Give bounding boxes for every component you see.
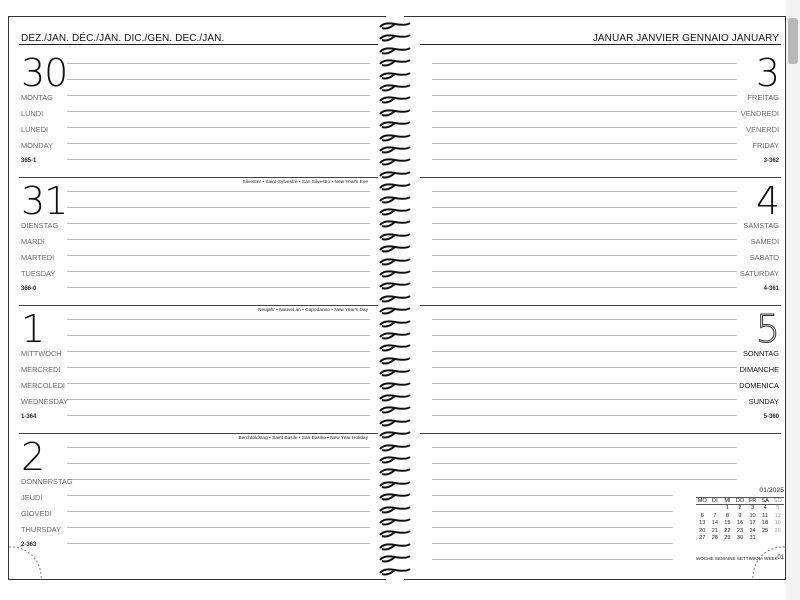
mini-calendar-day: 27 bbox=[699, 534, 706, 541]
writing-line bbox=[67, 143, 370, 144]
writing-line bbox=[432, 159, 737, 160]
writing-line bbox=[432, 223, 737, 224]
spiral-coil bbox=[378, 34, 412, 42]
writing-line bbox=[432, 367, 737, 368]
writing-line bbox=[432, 511, 673, 512]
mini-calendar-day: 9 bbox=[738, 512, 742, 519]
left-header-rule bbox=[19, 44, 378, 45]
day-separator bbox=[19, 177, 378, 178]
day-name: MARTEDI bbox=[21, 253, 55, 262]
spiral-coil bbox=[378, 444, 412, 452]
left-corner-perforation bbox=[9, 539, 49, 579]
left-page-header: DEZ./JAN. DÉC./JAN. DIC./GEN. DEC./JAN. bbox=[21, 33, 225, 44]
writing-line bbox=[432, 447, 737, 448]
day-number: 31 bbox=[21, 179, 68, 223]
mini-calendar-day: 6 bbox=[700, 512, 704, 519]
mini-calendar-day: 17 bbox=[749, 520, 756, 527]
writing-line bbox=[67, 271, 370, 272]
writing-line bbox=[432, 543, 673, 544]
writing-line bbox=[67, 159, 370, 160]
mini-calendar-day: 21 bbox=[711, 527, 718, 534]
week-label-text: WOCHE SEMAINE SETTIMANA WEEK bbox=[696, 556, 778, 561]
day-name: TUESDAY bbox=[21, 269, 56, 278]
day-number: 5 bbox=[755, 307, 779, 351]
spiral-coil bbox=[378, 332, 412, 340]
writing-line bbox=[67, 95, 370, 96]
writing-line bbox=[432, 79, 737, 80]
day-name: DONNERSTAG bbox=[21, 477, 73, 486]
writing-line bbox=[432, 127, 737, 128]
day-name: FREITAG bbox=[747, 93, 779, 102]
day-name: DIENSTAG bbox=[21, 221, 59, 230]
day-count: 365-1 bbox=[21, 158, 37, 164]
spiral-binding bbox=[374, 22, 418, 582]
day-name: VENDREDI bbox=[740, 109, 779, 118]
mini-calendar-day: 10 bbox=[749, 512, 756, 519]
day-number: 3 bbox=[755, 51, 779, 95]
mini-calendar-weekday: MI bbox=[721, 498, 734, 505]
right-page-header: JANUAR JANVIER GENNAIO JANUARY bbox=[592, 33, 779, 44]
day-count: 2-363 bbox=[21, 542, 37, 548]
writing-line bbox=[67, 287, 370, 288]
day-number: 4 bbox=[755, 179, 779, 223]
day-block bbox=[404, 49, 785, 177]
writing-line bbox=[432, 383, 737, 384]
writing-line bbox=[432, 399, 737, 400]
spiral-coil bbox=[378, 456, 412, 464]
writing-line bbox=[67, 383, 370, 384]
writing-line bbox=[432, 287, 737, 288]
day-name: LUNDI bbox=[21, 109, 44, 118]
writing-line bbox=[432, 95, 737, 96]
day-name: SUNDAY bbox=[748, 397, 779, 406]
mini-calendar-day: 1 bbox=[725, 505, 729, 512]
mini-calendar-day: 23 bbox=[736, 527, 744, 534]
mini-calendar-day: 8 bbox=[725, 512, 729, 519]
writing-line bbox=[432, 255, 737, 256]
spiral-coil bbox=[378, 518, 412, 526]
spiral-coil bbox=[378, 158, 412, 166]
writing-line bbox=[67, 367, 370, 368]
spiral-coil bbox=[378, 270, 412, 278]
day-count: 4-361 bbox=[763, 286, 779, 292]
spiral-coil bbox=[378, 72, 412, 80]
mini-calendar-weekday: FR bbox=[746, 498, 759, 505]
writing-line bbox=[432, 191, 737, 192]
spiral-coil bbox=[378, 568, 412, 576]
day-name: WEDNESDAY bbox=[21, 397, 69, 406]
writing-line bbox=[67, 223, 370, 224]
writing-line bbox=[432, 463, 737, 464]
mini-calendar-day: 14 bbox=[711, 520, 718, 527]
writing-line bbox=[67, 527, 370, 528]
spiral-coil bbox=[378, 134, 412, 142]
spiral-coil bbox=[378, 431, 412, 439]
mini-calendar-day: 18 bbox=[762, 520, 769, 527]
day-name: DOMENICA bbox=[739, 381, 779, 390]
day-block bbox=[9, 433, 386, 561]
day-number: 30 bbox=[21, 51, 68, 95]
writing-line bbox=[67, 79, 370, 80]
spiral-coil bbox=[378, 506, 412, 514]
day-count: 366-0 bbox=[21, 286, 37, 292]
right-page bbox=[404, 16, 786, 580]
writing-line bbox=[67, 399, 370, 400]
writing-line bbox=[432, 143, 737, 144]
spiral-coil bbox=[378, 96, 412, 104]
spiral-coil bbox=[378, 394, 412, 402]
right-corner-perforation bbox=[745, 539, 785, 579]
writing-line bbox=[432, 207, 737, 208]
day-number: 2 bbox=[21, 435, 45, 479]
spiral-coil bbox=[378, 481, 412, 489]
day-block bbox=[404, 305, 785, 433]
mini-calendar-weekday: SO bbox=[771, 498, 784, 505]
spiral-coil bbox=[378, 282, 412, 290]
writing-line bbox=[432, 351, 737, 352]
mini-calendar-day: 28 bbox=[711, 534, 718, 541]
day-separator bbox=[19, 433, 378, 434]
day-separator bbox=[19, 305, 378, 306]
spiral-coil bbox=[378, 47, 412, 55]
day-count: 3-362 bbox=[763, 158, 779, 164]
spiral-coil bbox=[378, 84, 412, 92]
mini-calendar-day: 19 bbox=[774, 520, 781, 527]
mini-calendar-day: 26 bbox=[774, 527, 781, 534]
writing-line bbox=[432, 527, 673, 528]
mini-calendar-day: 30 bbox=[736, 534, 744, 541]
day-name: SONNTAG bbox=[743, 349, 779, 358]
writing-line bbox=[67, 479, 370, 480]
writing-line bbox=[67, 207, 370, 208]
mini-calendar bbox=[696, 487, 784, 542]
mini-calendar-weekday: DI bbox=[709, 498, 722, 505]
writing-line bbox=[67, 111, 370, 112]
holiday-label: Silvester • Saint-Sylvestre • San Silvestro • New Year's Eve bbox=[242, 180, 368, 185]
spiral-coil bbox=[378, 59, 412, 67]
spiral-coil bbox=[378, 382, 412, 390]
mini-calendar-grid bbox=[696, 497, 784, 542]
spiral-coil bbox=[378, 369, 412, 377]
spiral-coil bbox=[378, 344, 412, 352]
writing-line bbox=[432, 479, 737, 480]
mini-calendar-day bbox=[696, 505, 709, 512]
day-name: MITTWOCH bbox=[21, 349, 62, 358]
day-name: FRIDAY bbox=[752, 141, 779, 150]
writing-line bbox=[67, 543, 370, 544]
week-number: 01 bbox=[777, 555, 784, 561]
mini-calendar-day: 22 bbox=[724, 527, 731, 534]
writing-line bbox=[67, 63, 370, 64]
mini-calendar-weekday: SA bbox=[759, 498, 772, 505]
spiral-coil bbox=[378, 357, 412, 365]
writing-line bbox=[432, 319, 737, 320]
writing-line bbox=[432, 63, 737, 64]
mini-calendar-day: 12 bbox=[774, 512, 781, 519]
day-block bbox=[9, 177, 386, 305]
day-name: SAMEDI bbox=[750, 237, 779, 246]
day-name: MERCOLEDI bbox=[21, 381, 65, 390]
left-page bbox=[8, 16, 386, 580]
writing-line bbox=[67, 239, 370, 240]
mini-calendar-day: 29 bbox=[724, 534, 731, 541]
mini-calendar-day: 20 bbox=[699, 527, 706, 534]
spiral-coil bbox=[378, 245, 412, 253]
right-header-rule bbox=[420, 44, 781, 45]
day-name: THURSDAY bbox=[21, 525, 62, 534]
writing-line bbox=[67, 495, 370, 496]
writing-line bbox=[67, 447, 370, 448]
mini-calendar-day: 7 bbox=[713, 512, 717, 519]
day-name: SAMSTAG bbox=[743, 221, 779, 230]
writing-line bbox=[67, 319, 370, 320]
writing-line bbox=[67, 335, 370, 336]
day-separator bbox=[420, 433, 781, 434]
spiral-coil bbox=[378, 196, 412, 204]
writing-line bbox=[67, 511, 370, 512]
mini-calendar-day bbox=[709, 505, 722, 512]
spiral-coil bbox=[378, 320, 412, 328]
spiral-coil bbox=[378, 555, 412, 563]
spiral-coil bbox=[378, 233, 412, 241]
day-name: MERCREDI bbox=[21, 365, 61, 374]
mini-calendar-day: 2 bbox=[738, 505, 742, 512]
day-name: MARDI bbox=[21, 237, 45, 246]
holiday-label: Berchtoldstag • Saint Basile • San Basilio • New Year Holiday bbox=[238, 436, 368, 441]
spiral-coil bbox=[378, 258, 412, 266]
day-name: MONTAG bbox=[21, 93, 53, 102]
day-count: 5-360 bbox=[763, 414, 779, 420]
writing-line bbox=[432, 239, 737, 240]
spiral-coil bbox=[378, 22, 412, 30]
spiral-coil bbox=[378, 493, 412, 501]
spiral-coil bbox=[378, 183, 412, 191]
day-name: VENERDI bbox=[746, 125, 779, 134]
spiral-coil bbox=[378, 109, 412, 117]
mini-calendar-day: 5 bbox=[776, 505, 780, 512]
mini-calendar-weekday: DO bbox=[734, 498, 747, 505]
writing-line bbox=[67, 415, 370, 416]
writing-line bbox=[432, 335, 737, 336]
day-name: GIOVEDI bbox=[21, 509, 52, 518]
spiral-coil bbox=[378, 543, 412, 551]
mini-calendar-day: 24 bbox=[749, 527, 756, 534]
spiral-coil bbox=[378, 295, 412, 303]
scrollbar-thumb[interactable] bbox=[788, 18, 798, 64]
mini-calendar-title: 01/2025 bbox=[759, 487, 784, 494]
writing-line bbox=[67, 255, 370, 256]
spiral-coil bbox=[378, 171, 412, 179]
spiral-coil bbox=[378, 208, 412, 216]
mini-calendar-day: 3 bbox=[751, 505, 755, 512]
day-block bbox=[9, 305, 386, 433]
writing-line bbox=[432, 495, 673, 496]
spiral-coil bbox=[378, 220, 412, 228]
mini-calendar-day: 31 bbox=[749, 534, 756, 541]
day-number: 1 bbox=[21, 307, 45, 351]
mini-calendar-day: 11 bbox=[762, 512, 769, 519]
spiral-coil bbox=[378, 146, 412, 154]
mini-calendar-day: 15 bbox=[724, 520, 731, 527]
writing-line bbox=[67, 191, 370, 192]
spiral-coil bbox=[378, 419, 412, 427]
mini-calendar-day: 25 bbox=[762, 527, 769, 534]
day-name: MONDAY bbox=[21, 141, 53, 150]
day-block bbox=[404, 177, 785, 305]
writing-line bbox=[432, 415, 737, 416]
writing-line bbox=[432, 271, 737, 272]
writing-line bbox=[67, 351, 370, 352]
spiral-coil bbox=[378, 406, 412, 414]
spiral-coil bbox=[378, 307, 412, 315]
spiral-coil bbox=[378, 468, 412, 476]
day-separator bbox=[420, 305, 781, 306]
writing-line bbox=[432, 559, 673, 560]
day-name: LUNEDI bbox=[21, 125, 49, 134]
holiday-label: Neujahr • Nouvel an • Capodanno • New Year's Day bbox=[258, 308, 368, 313]
mini-calendar-day: 13 bbox=[699, 520, 706, 527]
writing-line bbox=[432, 111, 737, 112]
writing-line bbox=[67, 463, 370, 464]
scrollbar[interactable] bbox=[786, 0, 800, 600]
day-separator bbox=[420, 177, 781, 178]
day-name: JEUDI bbox=[21, 493, 43, 502]
day-name: SATURDAY bbox=[739, 269, 779, 278]
day-count: 1-364 bbox=[21, 414, 37, 420]
day-name: SABATO bbox=[749, 253, 779, 262]
mini-calendar-day: 4 bbox=[763, 505, 767, 512]
day-name: DIMANCHE bbox=[739, 365, 779, 374]
spiral-coil bbox=[378, 530, 412, 538]
day-block bbox=[9, 49, 386, 177]
writing-line bbox=[67, 127, 370, 128]
mini-calendar-day: 16 bbox=[736, 520, 744, 527]
spiral-coil bbox=[378, 121, 412, 129]
mini-calendar-weekday: MO bbox=[697, 498, 707, 504]
